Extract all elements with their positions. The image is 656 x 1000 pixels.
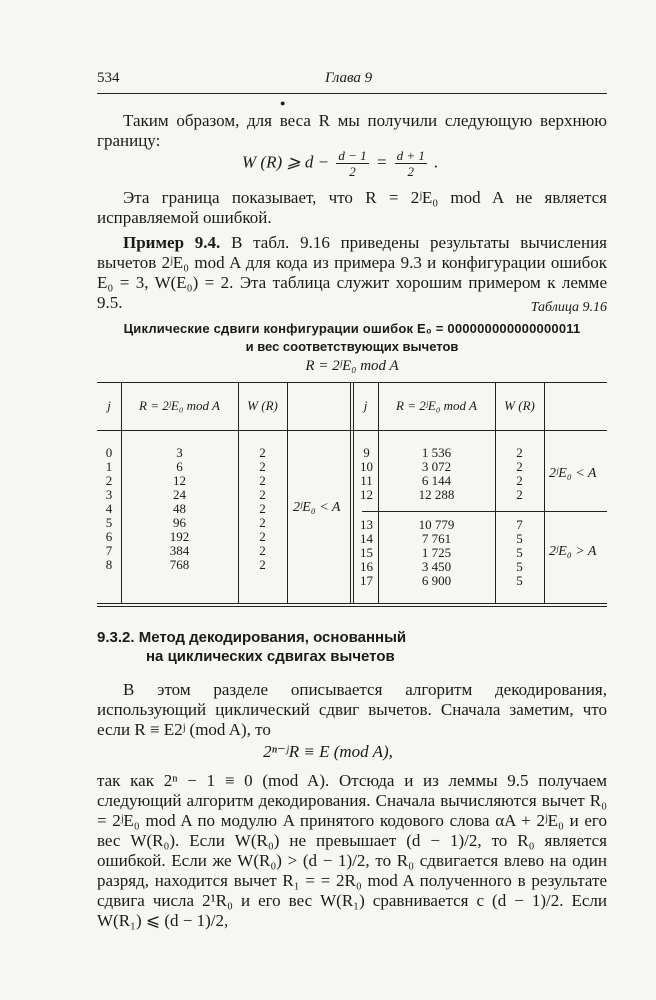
header-j-right: j <box>363 398 368 413</box>
right-top-r-column: 1 536 3 072 6 144 12 288 <box>418 445 455 502</box>
right-bottom-r-column: 10 779 7 761 1 725 3 450 6 900 <box>418 517 455 588</box>
table-formula: R = 2ʲE₀ mod A <box>305 358 399 374</box>
fraction-2-denominator: 2 <box>407 164 414 179</box>
left-r-column: 3 6 12 24 48 96 192 384 768 <box>169 445 190 572</box>
header-r-right: R = 2ʲE₀ mod A <box>396 398 477 413</box>
header-w-right: W (R) <box>504 398 535 413</box>
fraction-2-numerator: d + 1 <box>396 148 425 163</box>
right-top-w-column: 2 2 2 2 <box>516 445 523 502</box>
example-text: В табл. 9.16 приведены результаты вычисления вычетов 2ʲE₀ mod A для кода из примера 9.3 и конфигурации ошибок E₀ = 3, W(E₀) = 2. Эта таблица служит хорошим примером к лемме 9.5. <box>97 233 607 312</box>
paragraph-3: В этом разделе описывается алгоритм декодирования, использующий циклический сдвиг вычетов. Сначала заметим, что если R ≡ E2ʲ (mod A), то <box>97 680 607 739</box>
right-bottom-j-column: 13 14 15 16 17 <box>360 517 373 588</box>
section-title-line-2: на циклических сдвигах вычетов <box>146 648 395 665</box>
section-title-line-1: 9.3.2. Метод декодирования, основанный <box>97 629 407 646</box>
left-w-column: 2 2 2 2 2 2 2 2 2 <box>259 445 266 572</box>
left-note: 2ʲE₀ < A <box>293 500 341 515</box>
chapter-title: Глава 9 <box>325 70 373 86</box>
table-title-line-1: Циклические сдвиги конфигурации ошибок E₀ = 000000000000000011 <box>123 321 581 336</box>
header-j: j <box>107 398 111 413</box>
example-label: Пример 9.4. <box>123 233 221 252</box>
table-bottom-rule-2 <box>97 606 607 607</box>
header-rule <box>97 93 607 94</box>
right-bottom-note: 2ʲE₀ > A <box>549 544 597 559</box>
fraction-1 <box>336 148 368 179</box>
right-bottom-w-column: 7 5 5 5 5 <box>516 517 523 588</box>
residue-table <box>97 382 607 608</box>
page-number: 534 <box>97 70 120 86</box>
paragraph-2: Эта граница показывает, что R = 2ʲE₀ mod A не является исправляемой ошибкой. <box>97 188 607 227</box>
formula-congruence: 2ⁿ⁻ʲR ≡ E (mod A), <box>263 742 393 761</box>
fraction-2 <box>395 148 427 179</box>
running-header <box>97 70 607 90</box>
col-rule-3 <box>287 382 288 603</box>
formula-end: . <box>434 152 439 172</box>
table-bottom-rule <box>97 603 607 604</box>
fraction-1-denominator: 2 <box>349 164 356 179</box>
paragraph-4: так как 2ⁿ − 1 ≡ 0 (mod A). Отсюда и из леммы 9.5 получаем следующий алгоритм декодирования. Сначала вычисляются вычет R₀ = 2ʲE₀ mod A по модулю A принятого кодового слова αA + 2ʲE₀ и его вес W(R₀). Если W(R₀) не превышает (d − 1)/2, то R₀ является ошибкой. Если же W(R₀) > (d − 1)/2, то R₀ сдвигается влево на один разряд, находится вычет R₁ = = 2R₀ mod A полученного в результате сдвига числа 2¹R₀ и его вес W(R₁) сравнивается с (d − 1)/2. Если W(R₁) ⩽ (d − 1)/2, <box>97 771 607 930</box>
paragraph-1: Таким образом, для веса R мы получили следующую верхнюю границу: <box>97 111 607 150</box>
col-rule-4a <box>350 382 351 603</box>
right-top-note: 2ʲE₀ < A <box>549 466 597 481</box>
left-j-column: 0 1 2 3 4 5 6 7 8 <box>105 445 113 572</box>
formula-equals: = <box>375 152 388 172</box>
fraction-1-numerator: d − 1 <box>338 148 367 163</box>
table-title-line-2: и вес соответствующих вычетов <box>245 339 459 354</box>
header-r: R = 2ʲE₀ mod A <box>139 398 220 413</box>
table-top-rule <box>97 382 607 383</box>
right-group-separator <box>362 511 607 512</box>
right-top-j-column: 9 10 11 12 <box>360 445 373 502</box>
table-header-rule <box>97 430 607 431</box>
bullet-dot: ● <box>280 98 286 108</box>
col-rule-4b <box>353 382 354 603</box>
formula-weight-bound <box>242 148 438 179</box>
col-rule-7 <box>544 382 545 603</box>
formula-lhs: W (R) ⩾ d − <box>242 152 330 172</box>
table-caption: Таблица 9.16 <box>530 300 607 315</box>
header-w: W (R) <box>247 398 278 413</box>
